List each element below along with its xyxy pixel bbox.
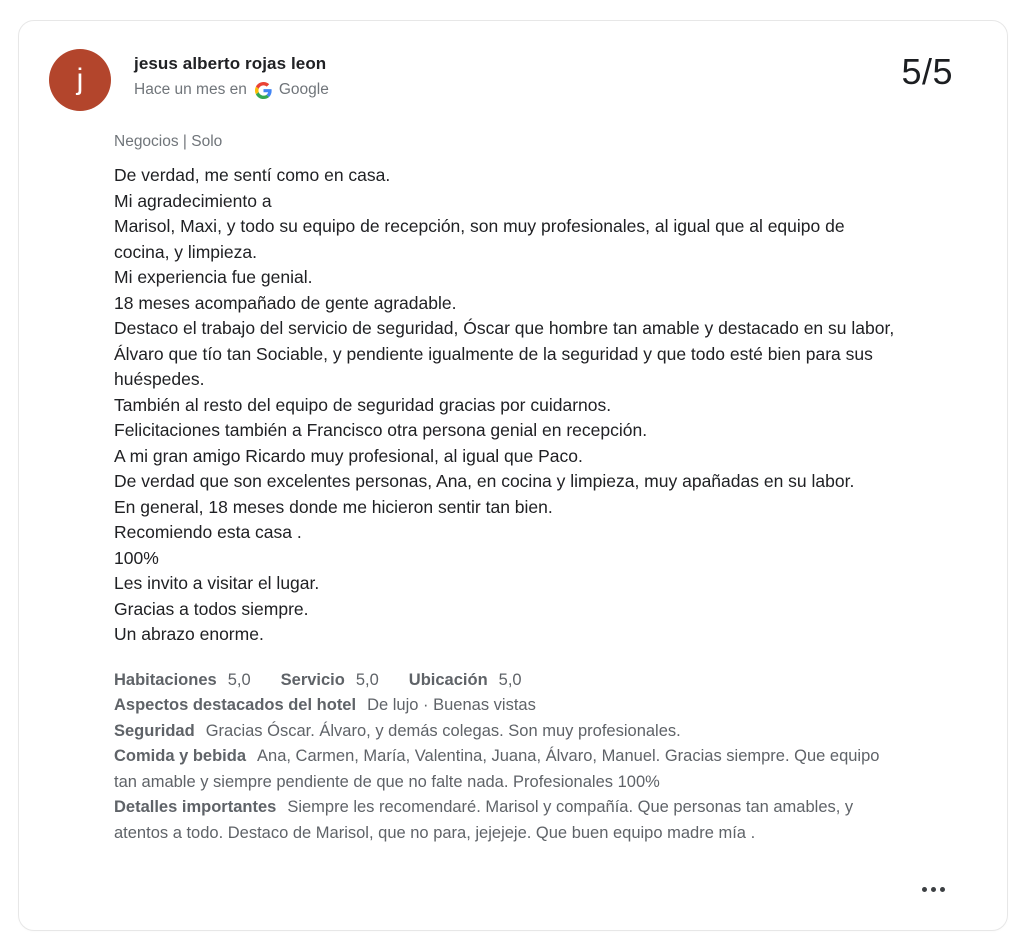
review-line: Les invito a visitar el lugar. (114, 573, 320, 593)
review-line: Felicitaciones también a Francisco otra persona genial en recepción. (114, 420, 648, 440)
detail-section-food (114, 744, 897, 795)
subrating-value: 5,0 (498, 670, 522, 689)
detail-section-text: Siempre les recomendaré. Marisol y compañía. Que personas tan amables, y atentos a todo. Destaco de Marisol, que no para, jejejeje. Que buen equipo madre mía . (114, 798, 854, 842)
review-meta (134, 81, 329, 99)
review-line: 100% (114, 547, 159, 568)
review-line: Mi agradecimiento a (114, 190, 272, 211)
avatar (49, 49, 111, 111)
ellipsis-dot (931, 887, 936, 892)
subrating-label: Habitaciones (114, 670, 217, 689)
review-card (18, 20, 1008, 931)
detail-section-label: Aspectos destacados del hotel (114, 696, 357, 714)
detail-section-label: Seguridad (114, 721, 195, 740)
subrating-label: Ubicación (408, 670, 488, 689)
review-line: Mi experiencia fue genial. (114, 267, 313, 287)
detail-section-text: Gracias Óscar. Álvaro, y demás colegas. Son muy profesionales. (205, 721, 681, 740)
review-score: 5/5 (901, 51, 953, 92)
review-line: De verdad, me sentí como en casa. (114, 165, 391, 185)
avatar-letter: j (76, 63, 84, 96)
review-line: Gracias a todos siempre. (114, 598, 309, 619)
more-options-button[interactable] (918, 881, 949, 898)
subrating-value: 5,0 (227, 670, 251, 689)
subrating-label: Servicio (280, 670, 345, 689)
trip-type-label: Negocios | Solo (114, 133, 223, 150)
review-details (114, 668, 897, 847)
source-name: Google (278, 81, 329, 98)
detail-section-label: Comida y bebida (114, 747, 247, 765)
detail-section-text: De lujo · Buenas vistas (367, 696, 536, 714)
review-line: Destaco el trabajo del servicio de seguridad, Óscar que hombre tan amable y destacado en su labor, (114, 318, 895, 338)
ellipsis-dot (940, 887, 945, 892)
review-line: Marisol, Maxi, y todo su equipo de recepción, son muy profesionales, al igual que al equipo de cocina, y limpieza. (114, 216, 845, 262)
subratings-row (114, 668, 897, 694)
ellipsis-dot (922, 887, 927, 892)
review-content (19, 133, 1007, 846)
review-line: También al resto del equipo de seguridad gracias por cuidarnos. (114, 394, 612, 415)
google-g-icon (255, 82, 272, 99)
detail-section-security (114, 719, 897, 745)
review-line: De verdad que son excelentes personas, Ana, en cocina y limpieza, muy apañadas en su labor. (114, 471, 855, 491)
subrating-value: 5,0 (355, 670, 379, 689)
detail-section-label: Detalles importantes (114, 798, 277, 816)
review-header (19, 21, 1007, 111)
review-line: En general, 18 meses donde me hicieron sentir tan bien. (114, 496, 553, 517)
review-body (114, 163, 897, 648)
review-line: 18 meses acompañado de gente agradable. (114, 292, 457, 313)
detail-section-text: Ana, Carmen, María, Valentina, Juana, Álvaro, Manuel. Gracias siempre. Que equipo tan amable y siempre pendiente de que no falte nada. Profesionales 100% (114, 747, 880, 791)
detail-section-important (114, 795, 897, 846)
reviewer-name: jesus alberto rojas leon (134, 54, 327, 73)
review-line: Álvaro que tío tan Sociable, y pendiente igualmente de la seguridad y que todo esté bien para sus huéspedes. (114, 343, 873, 389)
review-line: A mi gran amigo Ricardo muy profesional, al igual que Paco. (114, 445, 583, 466)
review-line: Recomiendo esta casa . (114, 522, 302, 542)
review-time-source: Hace un mes en (134, 81, 247, 98)
reviewer-info (134, 49, 329, 99)
detail-section-highlights (114, 693, 897, 719)
review-line: Un abrazo enorme. (114, 624, 264, 644)
